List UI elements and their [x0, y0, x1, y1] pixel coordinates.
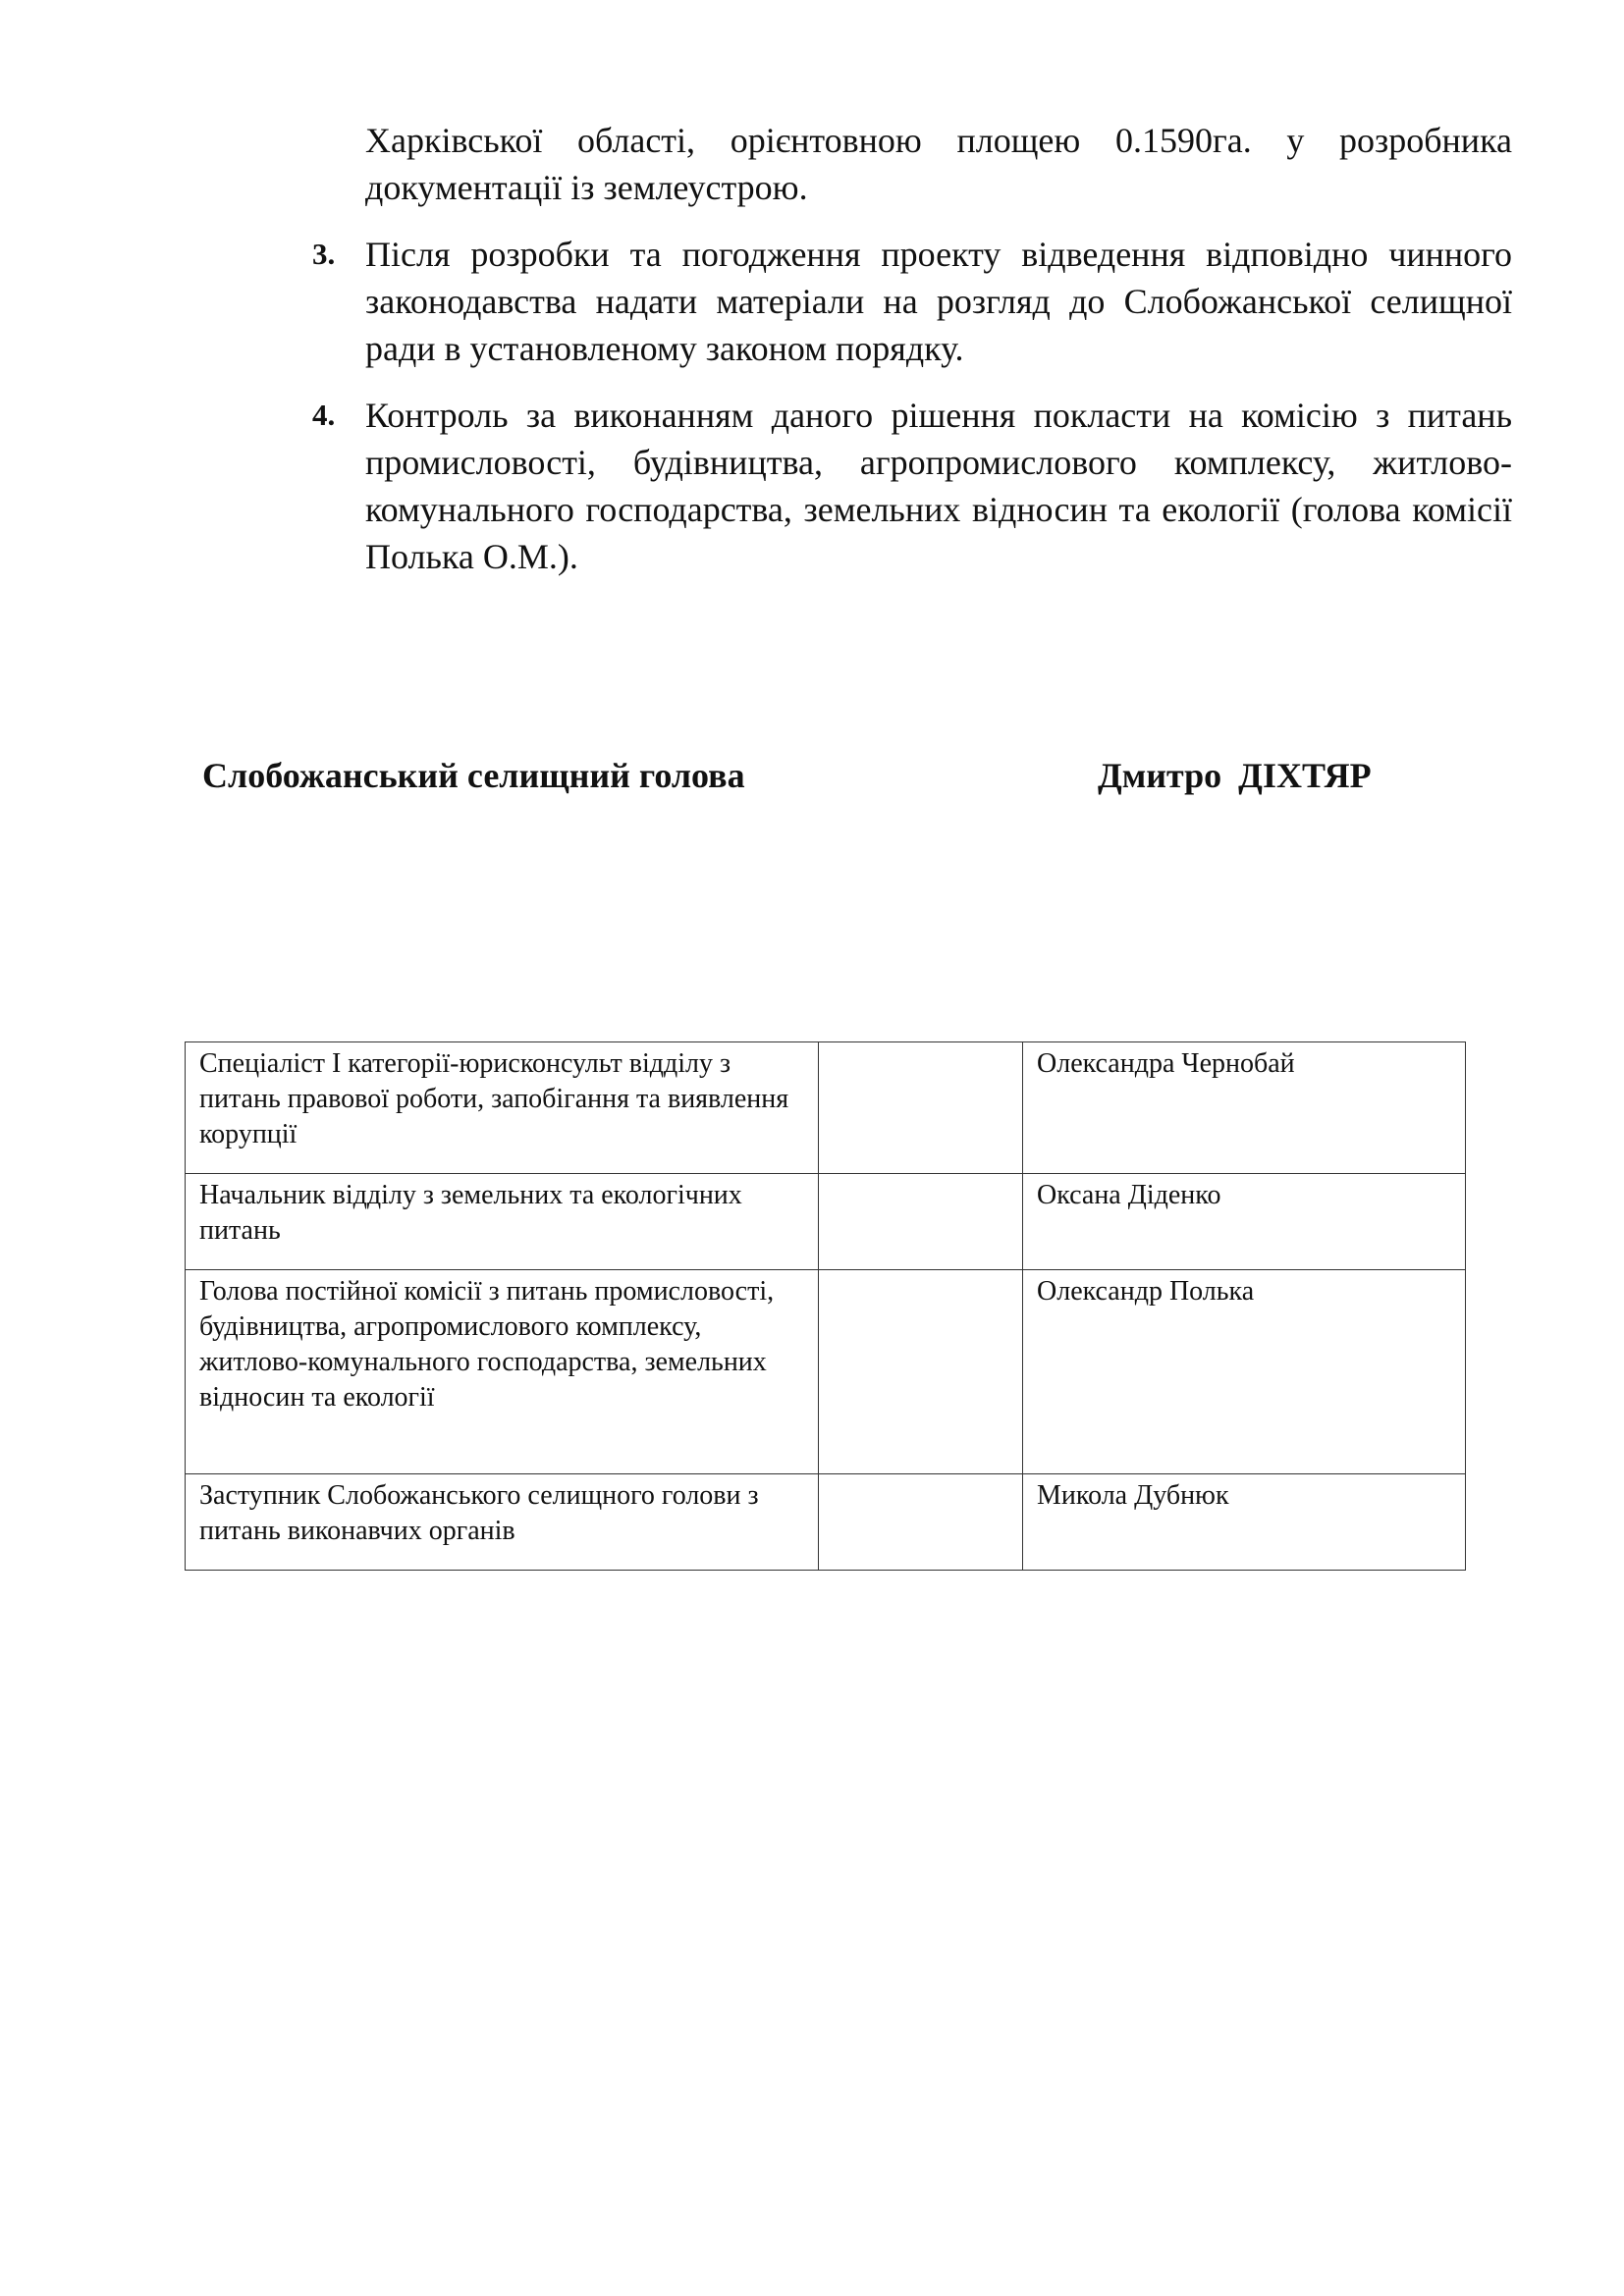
item-text: Контроль за виконанням даного рішення покласти на комісію з питань промисловості, будівництва, агропромислового комплексу, житлово-комунального господарства, земельних відносин та екології (голова комісії Полька О.М.). [365, 396, 1512, 576]
table-row [186, 1042, 1466, 1174]
item-number: 3. [312, 237, 336, 271]
approval-table [185, 1041, 1466, 1571]
approver-role: Голова постійної комісії з питань промисловості, будівництва, агропромислового комплексу, житлово-комунального господарства, земельних відносин та екології [186, 1270, 819, 1474]
signatory-name: Дмитро ДІХТЯР [1098, 756, 1372, 795]
item-text: Після розробки та погодження проекту відведення відповідно чинного законодавства надати матеріали на розгляд до Слобожанської селищної ради в установленому законом порядку. [365, 235, 1512, 368]
signatory-position: Слобожанський селищний голова [202, 756, 745, 795]
approver-role: Заступник Слобожанського селищного голови з питань виконавчих органів [186, 1474, 819, 1571]
table-row [186, 1474, 1466, 1571]
item-number: 4. [312, 398, 336, 432]
approver-role: Начальник відділу з земельних та екологічних питань [186, 1174, 819, 1270]
approver-signature-cell [819, 1474, 1023, 1571]
table-row [186, 1174, 1466, 1270]
approver-signature-cell [819, 1270, 1023, 1474]
approver-name: Оксана Діденко [1023, 1174, 1466, 1270]
approver-name: Микола Дубнюк [1023, 1474, 1466, 1571]
approver-role: Спеціаліст І категорії-юрисконсульт відділу з питань правової роботи, запобігання та виявлення корупції [186, 1042, 819, 1174]
paragraph-continuation: Харківської області, орієнтовною площею 0.1590га. у розробника документації із землеустрою. [365, 121, 1512, 207]
approver-signature-cell [819, 1042, 1023, 1174]
approver-signature-cell [819, 1174, 1023, 1270]
table-row [186, 1270, 1466, 1474]
approver-name: Олександра Чернобай [1023, 1042, 1466, 1174]
approver-name: Олександр Полька [1023, 1270, 1466, 1474]
